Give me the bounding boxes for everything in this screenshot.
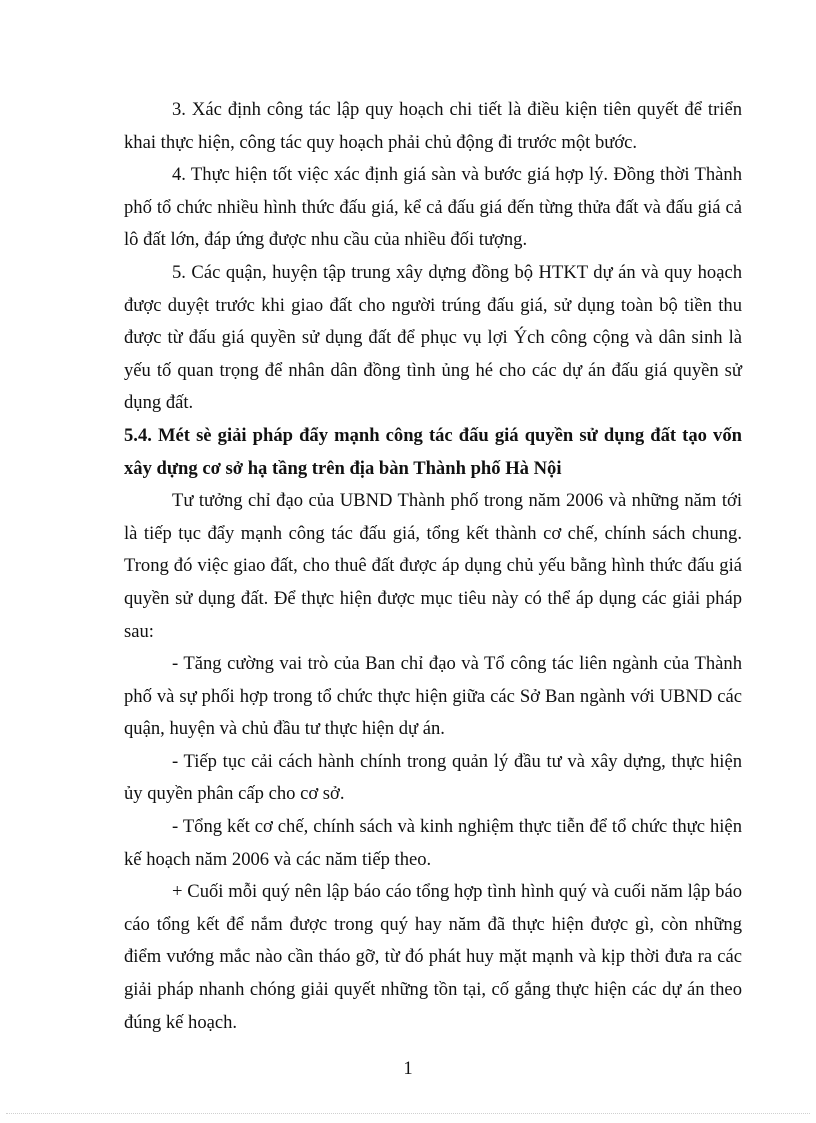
paragraph-plus-1: + Cuối mỗi quý nên lập báo cáo tổng hợp tình hình quý và cuối năm lập báo cáo tổng kết để nắm được trong quý hay năm đã thực hiện được gì, còn những điểm vướng mắc nào cần tháo gỡ, từ đó phát huy mặt mạnh và kịp thời đưa ra các giải pháp nhanh chóng giải quyết những tồn tại, cố gắng thực hiện các dự án theo đúng kế hoạch.	[124, 881, 742, 1033]
paragraph-bullet-3: - Tổng kết cơ chế, chính sách và kinh nghiệm thực tiễn để tổ chức thực hiện kế hoạch năm 2006 và các năm tiếp theo.	[124, 816, 742, 870]
paragraph-item-5: 5. Các quận, huyện tập trung xây dựng đồng bộ HTKT dự án và quy hoạch được duyệt trước khi giao đất cho người trúng đấu giá, sử dụng toàn bộ tiền thu được từ đấu giá quyền sử dụng đất để phục vụ lợi Ých công cộng và dân sinh là yếu tố quan trọng để nhân dân đồng tình ủng hé cho các dự án đấu giá quyền sử dụng đất.	[124, 261, 742, 414]
paragraph-intro: Tư tưởng chỉ đạo của UBND Thành phố trong năm 2006 và những năm tới là tiếp tục đẩy mạnh công tác đấu giá, tổng kết thành cơ chế, chính sách chung. Trong đó việc giao đất, cho thuê đất được áp dụng chủ yếu bằng hình thức đấu giá quyền sử dụng đất. Để thực hiện được mục tiêu này có thể áp dụng các giải pháp sau:	[124, 490, 742, 642]
page-number: 1	[403, 1058, 413, 1079]
paragraph-bullet-2: - Tiếp tục cải cách hành chính trong quản lý đầu tư và xây dựng, thực hiện ủy quyền phân cấp cho cơ sở.	[124, 750, 742, 805]
section-heading: 5.4. Mét sè giải pháp đẩy mạnh công tác đấu giá quyền sử dụng đất tạo vốn xây dựng cơ sở hạ tầng trên địa bàn Thành phố Hà Nội	[124, 424, 742, 479]
paragraph-item-3: 3. Xác định công tác lập quy hoạch chi tiết là điều kiện tiên quyết để triển khai thực hiện, công tác quy hoạch phải chủ động đi trước một bước.	[124, 99, 742, 153]
paragraph-bullet-1: - Tăng cường vai trò của Ban chỉ đạo và Tổ công tác liên ngành của Thành phố và sự phối hợp trong tổ chức thực hiện giữa các Sở Ban ngành với UBND các quận, huyện và chủ đầu tư thực hiện dự án.	[124, 653, 742, 740]
paragraph-item-4: 4. Thực hiện tốt việc xác định giá sàn và bước giá hợp lý. Đồng thời Thành phố tổ chức nhiều hình thức đấu giá, kể cả đấu giá đến từng thửa đất và đấu giá cả lô đất lớn, đáp ứng được nhu cầu của nhiều đối tượng.	[124, 164, 742, 251]
page-bottom-divider	[6, 1113, 810, 1114]
page-body	[124, 94, 742, 1039]
